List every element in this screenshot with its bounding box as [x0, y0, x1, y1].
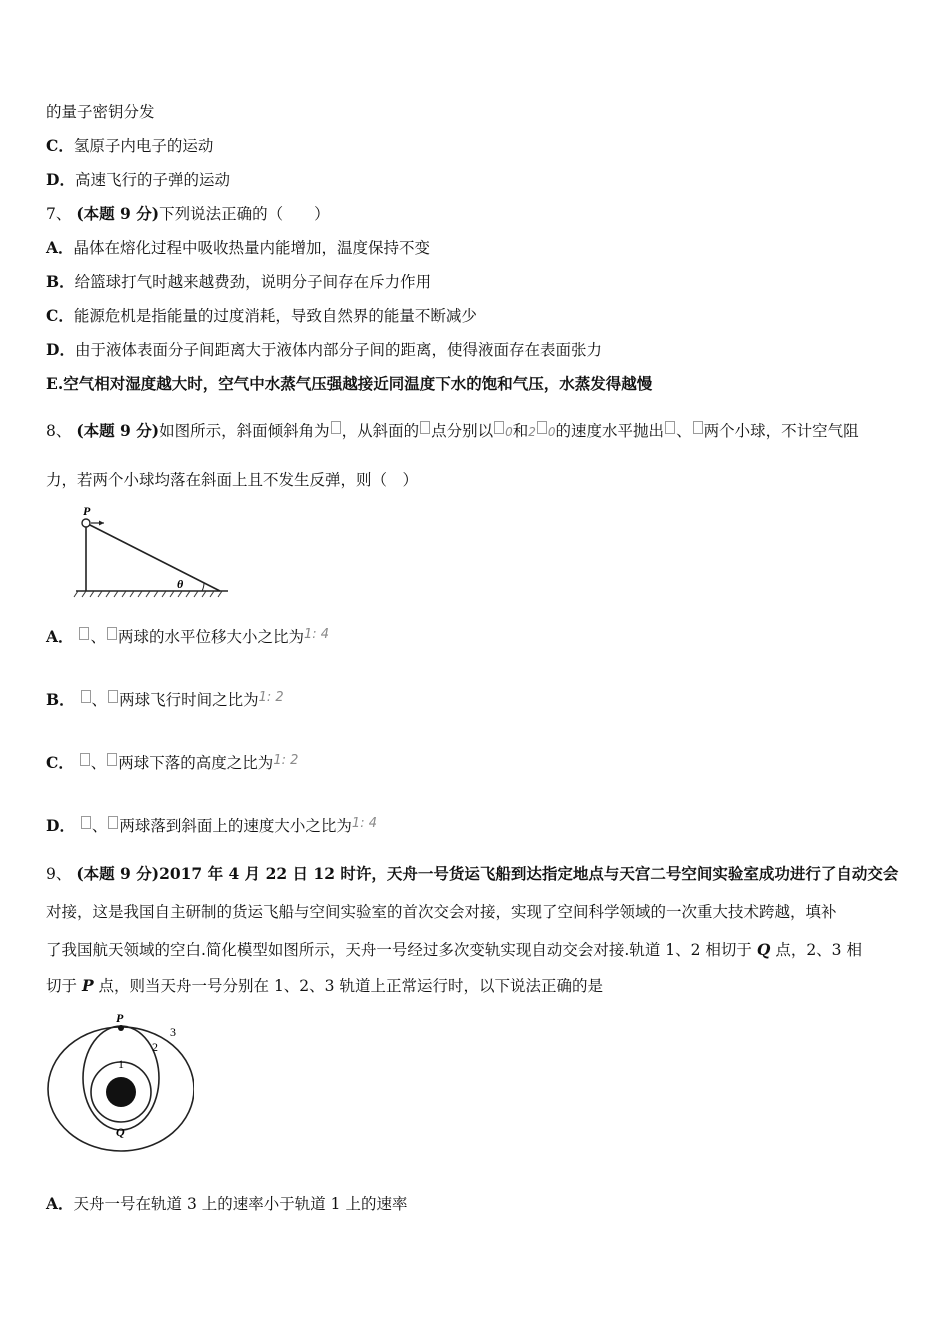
option-text: 由于液体表面分子间距离大于液体内部分子间的距离，使得液面存在表面张力: [74, 341, 602, 359]
option-label: B．: [46, 690, 75, 709]
option-label: B．: [46, 272, 75, 291]
q-text: 对接，这是我国自主研制的货运飞船与空间实验室的首次交会对接，实现了空间科学领域的一次重大技术跨越，填补: [46, 903, 837, 921]
missing-symbol-icon: [537, 421, 547, 434]
missing-symbol-icon: [107, 627, 117, 640]
q-text: ，从斜面的: [341, 422, 420, 440]
separator: 、: [91, 817, 108, 835]
q-score: (本题 9 分): [76, 864, 160, 883]
incline-slope: [86, 523, 220, 591]
ratio-value: 1: 4: [304, 627, 330, 642]
option-label: D．: [46, 816, 75, 835]
question-8-stem-line2: [46, 470, 418, 490]
option-text: 两球下落的高度之比为: [118, 754, 274, 772]
orbit-2-label: 2: [152, 1040, 158, 1054]
q-text: 的速度水平抛出: [555, 422, 665, 440]
q7-option-c: [46, 306, 477, 326]
missing-symbol-icon: [108, 690, 118, 703]
option-text: 给篮球打气时越来越费劲，说明分子间存在斥力作用: [74, 273, 432, 291]
ratio-value: 1: 2: [273, 753, 299, 768]
orbit-3-label: 3: [170, 1025, 176, 1039]
option-text: E.空气相对湿度越大时，空气中水蒸气压强越接近同温度下水的饱和气压，水蒸发得越慢: [46, 374, 653, 393]
q-text: 2017 年 4 月 22 日 12 时许，天舟一号货运飞船到达指定地点与天宫二号空间实验室成功进行了自动交会: [159, 864, 899, 883]
option-label: C．: [46, 136, 74, 155]
q-text: 了我国航天领域的空白.简化模型如图所示，天舟一号经过多次变轨实现自动交会对接.轨道 1、2 相切于: [46, 941, 757, 959]
q-text: 点分别以: [431, 422, 494, 440]
point-p-label: P: [116, 1011, 124, 1025]
question-9-stem-line4: [46, 976, 603, 996]
missing-symbol-icon: [80, 753, 90, 766]
option-label: C．: [46, 306, 74, 325]
question-8-stem-line1: [46, 421, 859, 442]
missing-symbol-icon: [107, 753, 117, 766]
q8-option-c: [46, 751, 298, 773]
orbit-diagram: [44, 1008, 194, 1160]
incline-diagram: [70, 503, 235, 601]
missing-symbol-icon: [81, 816, 91, 829]
q8-option-d: [46, 814, 377, 836]
option-label: C．: [46, 753, 74, 772]
q7-option-b: [46, 272, 431, 292]
coefficient: 2: [528, 425, 536, 439]
q7-option-e: [46, 374, 652, 394]
separator: 、: [90, 628, 106, 646]
q8-option-b: [46, 688, 284, 710]
missing-symbol-icon: [420, 421, 430, 434]
missing-symbol-icon: [81, 690, 91, 703]
option-label: D．: [46, 170, 75, 189]
q-text: 和: [512, 422, 529, 440]
option-label: D．: [46, 340, 75, 359]
q-score: (本题 9 分): [76, 421, 160, 440]
option-text: 两球飞行时间之比为: [119, 691, 259, 709]
option-c-prev: [46, 136, 213, 156]
option-label: A．: [46, 627, 74, 646]
option-text: 天舟一号在轨道 3 上的速率小于轨道 1 上的速率: [73, 1195, 408, 1213]
option-text: 两球的水平位移大小之比为: [117, 628, 304, 646]
missing-symbol-icon: [79, 627, 89, 640]
missing-symbol-icon: [494, 421, 504, 434]
option-text: 能源危机是指能量的过度消耗，导致自然界的能量不断减少: [73, 307, 477, 325]
q9-option-a: [46, 1194, 407, 1214]
q-text: 切于: [46, 977, 82, 995]
question-9-stem-line2: [46, 902, 837, 922]
q-text: 如图所示，斜面倾斜角为: [159, 422, 330, 440]
q-text: 两个小球，不计空气阻: [703, 422, 859, 440]
q-number: 9、: [46, 865, 72, 883]
option-label: A．: [46, 238, 74, 257]
option-text: 氢原子内电子的运动: [73, 137, 214, 155]
subscript: 0: [505, 425, 513, 439]
option-text: 晶体在熔化过程中吸收热量内能增加，温度保持不变: [73, 239, 431, 257]
theta-label: θ: [177, 577, 184, 591]
q-number: 7、: [46, 205, 72, 223]
q-text: 点，则当天舟一号分别在 1、2、3 轨道上正常运行时，以下说法正确的是: [93, 977, 603, 995]
question-9-stem-line1: [46, 864, 898, 884]
option-text: 高速飞行的子弹的运动: [74, 171, 230, 189]
ratio-value: 1: 2: [258, 690, 284, 705]
missing-symbol-icon: [331, 421, 341, 434]
point-p: P: [81, 976, 94, 995]
question-9-stem-line3: [46, 940, 862, 960]
arrow-head-icon: [99, 521, 104, 526]
text: 的量子密钥分发: [46, 103, 155, 121]
q-number: 8、: [46, 422, 72, 440]
separator: 、: [91, 691, 108, 709]
q-text: 点，2、3 相: [770, 941, 862, 959]
option-d-prev: [46, 170, 230, 190]
point-p-label: P: [83, 504, 91, 518]
q-text: 力，若两个小球均落在斜面上且不发生反弹，则（ ）: [46, 471, 419, 489]
missing-symbol-icon: [108, 816, 118, 829]
q-text: 下列说法正确的（ ）: [159, 205, 330, 223]
point-q: Q: [756, 940, 771, 959]
missing-symbol-icon: [665, 421, 675, 434]
q7-option-d: [46, 340, 602, 360]
missing-symbol-icon: [693, 421, 703, 434]
line-continuation: [46, 102, 155, 122]
q-score: (本题 9 分): [76, 204, 160, 223]
option-text: 两球落到斜面上的速度大小之比为: [119, 817, 352, 835]
ground-hatching: [74, 591, 222, 597]
q-text: 、: [676, 422, 692, 440]
q7-option-a: [46, 238, 430, 258]
earth-icon: [106, 1077, 136, 1107]
point-q-label: Q: [116, 1125, 125, 1139]
angle-arc: [202, 583, 204, 591]
separator: 、: [90, 754, 107, 772]
ball-icon: [82, 519, 90, 527]
q8-option-a: [46, 625, 329, 647]
ratio-value: 1: 4: [351, 816, 377, 831]
point-p-dot: [118, 1025, 124, 1031]
question-7-stem: [46, 204, 330, 224]
orbit-1-label: 1: [118, 1057, 124, 1071]
subscript: 0: [547, 425, 556, 439]
option-label: A．: [46, 1194, 74, 1213]
